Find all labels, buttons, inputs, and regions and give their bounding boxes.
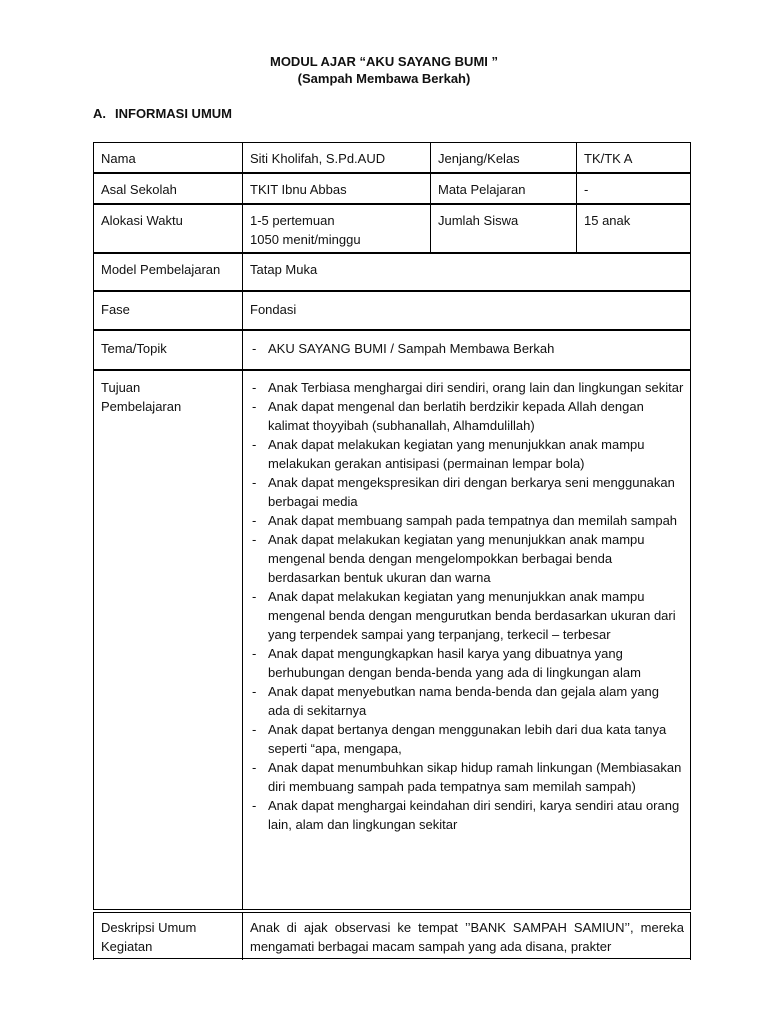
alokasi-value [243,205,431,252]
tujuan-item: - Anak dapat bertanya dengan menggunakan lebih dari dua kata tanya seperti “apa, mengapa, [250,720,684,758]
table-row-nama [93,142,691,173]
tema-label: Tema/Topik [101,341,167,356]
table-row-alokasi [93,204,691,253]
fase-label: Fase [101,302,130,317]
tujuan-item: - Anak dapat melakukan kegiatan yang menunjukkan anak mampu mengenal benda dengan mengurutkan benda berdasarkan ukuran dari yang terpendek sampai yang terpanjang, terkecil – terbesar [250,587,684,644]
table-row-model [93,253,691,291]
tujuan-item: - Anak dapat menyebutkan nama benda-benda dan gejala alam yang ada di sekitarnya [250,682,684,720]
section-number: A. [93,106,106,121]
deskripsi-value: Anak di ajak observasi ke tempat ’’BANK SAMPAH SAMIUN’’, mereka mengamati berbagai macam sampah yang ada disana, prakter [250,920,684,954]
table-bottom-border [93,958,691,959]
deskripsi-label [94,913,243,960]
tujuan-item: - Anak dapat membuang sampah pada tempatnya dan memilah sampah [250,511,684,530]
table-row-tujuan [93,370,691,910]
mapel-label: Mata Pelajaran [438,182,526,197]
tujuan-item: - Anak dapat menghargai keindahan diri sendiri, karya sendiri atau orang lain, alam dan lingkungan sekitar [250,796,684,834]
tema-item: - AKU SAYANG BUMI / Sampah Membawa Berkah [250,339,690,358]
tujuan-item: - Anak dapat mengekspresikan diri dengan berkarya seni menggunakan berbagai media [250,473,684,511]
section-title: INFORMASI UMUM [115,106,232,121]
table-row-tema [93,330,691,370]
tujuan-list [250,378,684,834]
tujuan-item: - Anak dapat mengenal dan berlatih berdzikir kepada Allah dengan kalimat thoyyibah (subhanallah, Alhamdulillah) [250,397,684,435]
sekolah-value: TKIT Ibnu Abbas [250,182,347,197]
tujuan-item: - Anak Terbiasa menghargai diri sendiri, orang lain dan lingkungan sekitar [250,378,684,397]
tema-value [243,331,690,369]
tujuan-item: - Anak dapat menumbuhkan sikap hidup ramah linkungan (Membiasakan diri membuang sampah pada tempatnya sam memilah sampah) [250,758,684,796]
sekolah-label: Asal Sekolah [101,182,177,197]
fase-value: Fondasi [250,302,297,317]
jenjang-value: TK/TK A [584,151,633,166]
tujuan-label [94,371,243,909]
deskripsi-label-line-1: Deskripsi Umum [101,920,197,935]
tujuan-item: - Anak dapat melakukan kegiatan yang menunjukkan anak mampu melakukan gerakan antisipasi (permainan lempar bola) [250,435,684,473]
table-row-fase [93,291,691,330]
tujuan-item: - Anak dapat melakukan kegiatan yang menunjukkan anak mampu mengenal benda dengan mengelompokkan berbagai benda berdasarkan bentuk ukuran dan warna [250,530,684,587]
tujuan-label-line-1: Tujuan [101,380,141,395]
model-value: Tatap Muka [250,262,318,277]
document-subtitle: (Sampah Membawa Berkah) [297,71,471,86]
table-row-deskripsi [93,912,691,960]
jumlah-value: 15 anak [584,213,631,228]
mapel-value: - [584,182,589,197]
alokasi-value-line-2: 1050 menit/minggu [250,232,361,247]
alokasi-label: Alokasi Waktu [101,213,183,228]
model-label: Model Pembelajaran [101,262,221,277]
deskripsi-label-line-2: Kegiatan [101,939,153,954]
nama-value: Siti Kholifah, S.Pd.AUD [250,151,386,166]
tujuan-label-line-2: Pembelajaran [101,399,182,414]
document-title: MODUL AJAR “AKU SAYANG BUMI ” [269,54,498,69]
tujuan-item: - Anak dapat mengungkapkan hasil karya yang dibuatnya yang berhubungan dengan benda-benda yang ada di lingkungan alam [250,644,684,682]
table-row-sekolah [93,173,691,204]
tujuan-list-cell [243,371,690,909]
jumlah-label: Jumlah Siswa [438,213,519,228]
nama-label: Nama [101,151,136,166]
jenjang-label: Jenjang/Kelas [438,151,520,166]
alokasi-value-line-1: 1-5 pertemuan [250,213,335,228]
section-heading [93,106,232,121]
